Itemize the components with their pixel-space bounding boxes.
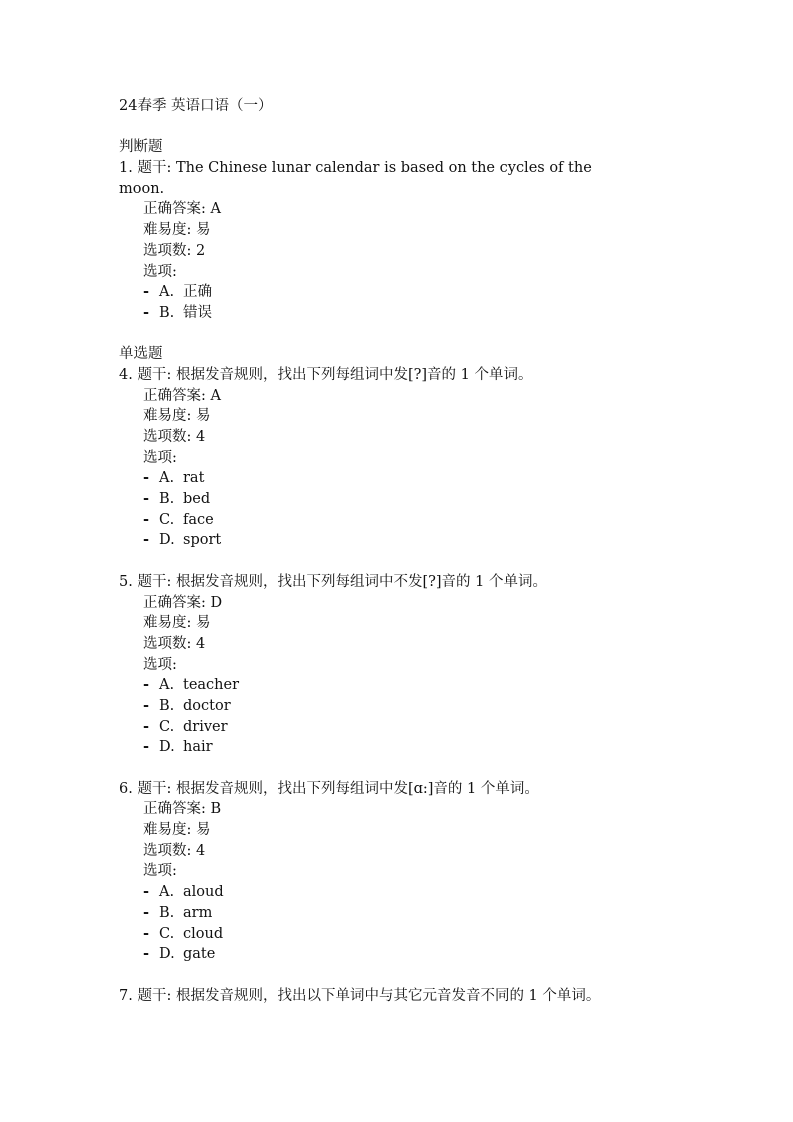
option-letter: B. — [159, 304, 175, 321]
dash-bullet-icon: - — [143, 717, 150, 735]
option-count-label: 选项数: — [143, 842, 192, 859]
section-true-false — [119, 137, 659, 323]
option-letter: A. — [159, 677, 175, 694]
option-text: gate — [183, 946, 216, 963]
question-stem: 根据发音规则，找出下列每组词中不发[?]音的 1 个单词。 — [175, 573, 547, 590]
question-6 — [119, 779, 659, 965]
answer-label: 正确答案: — [143, 201, 206, 218]
option-item — [119, 530, 659, 551]
dash-bullet-icon: - — [143, 883, 150, 901]
difficulty-label: 难易度: — [143, 615, 192, 632]
section-title: 单选题 — [119, 346, 163, 363]
option-letter: A. — [159, 470, 175, 487]
difficulty-value: 易 — [196, 222, 211, 239]
dash-bullet-icon: - — [143, 531, 150, 549]
option-text: sport — [183, 532, 222, 549]
option-item — [119, 882, 659, 903]
question-1 — [119, 158, 659, 324]
option-item — [119, 924, 659, 945]
document-page — [119, 96, 659, 1006]
option-text: doctor — [183, 697, 231, 714]
option-letter: C. — [159, 718, 175, 735]
option-letter: B. — [159, 904, 175, 921]
dash-bullet-icon: - — [143, 469, 150, 487]
option-item — [119, 489, 659, 510]
difficulty-value: 易 — [196, 615, 211, 632]
dash-bullet-icon: - — [143, 490, 150, 508]
option-item — [119, 675, 659, 696]
difficulty-label: 难易度: — [143, 408, 192, 425]
answer-value: D — [210, 594, 223, 611]
option-letter: C. — [159, 925, 175, 942]
question-number: 6. — [119, 780, 133, 797]
answer-label: 正确答案: — [143, 801, 206, 818]
answer-value: A — [210, 201, 221, 218]
dash-bullet-icon: - — [143, 696, 150, 714]
question-5 — [119, 572, 659, 758]
option-item — [119, 510, 659, 531]
option-item — [119, 696, 659, 717]
dash-bullet-icon: - — [143, 510, 150, 528]
options-label: 选项: — [143, 863, 177, 880]
question-number: 1. — [119, 160, 133, 177]
answer-value: B — [210, 801, 222, 818]
option-letter: D. — [159, 946, 175, 963]
stem-prefix: 题干: — [137, 987, 172, 1004]
option-count-label: 选项数: — [143, 242, 192, 259]
option-text: arm — [183, 904, 213, 921]
options-label: 选项: — [143, 656, 177, 673]
option-count-value: 4 — [196, 635, 206, 652]
option-text: driver — [183, 718, 228, 735]
question-7 — [119, 986, 659, 1007]
option-item — [119, 717, 659, 738]
option-letter: D. — [159, 532, 175, 549]
option-letter: D. — [159, 739, 175, 756]
option-letter: C. — [159, 511, 175, 528]
option-text: 正确 — [183, 284, 212, 301]
dash-bullet-icon: - — [143, 945, 150, 963]
option-item — [119, 944, 659, 965]
difficulty-value: 易 — [196, 822, 211, 839]
option-count-value: 4 — [196, 842, 206, 859]
options-label: 选项: — [143, 263, 177, 280]
options-label: 选项: — [143, 449, 177, 466]
section-title: 判断题 — [119, 139, 163, 156]
question-stem: The Chinese lunar calendar is based on the cycles of the — [175, 160, 592, 177]
difficulty-label: 难易度: — [143, 222, 192, 239]
option-item — [119, 303, 659, 324]
option-text: teacher — [183, 677, 240, 694]
option-text: 错误 — [183, 304, 212, 321]
option-item — [119, 468, 659, 489]
dash-bullet-icon: - — [143, 283, 150, 301]
option-letter: B. — [159, 697, 175, 714]
option-item — [119, 737, 659, 758]
option-item — [119, 282, 659, 303]
stem-prefix: 题干: — [137, 780, 172, 797]
option-count-value: 2 — [196, 242, 206, 259]
option-text: aloud — [183, 884, 224, 901]
section-single-choice — [119, 344, 659, 1006]
answer-label: 正确答案: — [143, 387, 206, 404]
dash-bullet-icon: - — [143, 903, 150, 921]
difficulty-label: 难易度: — [143, 822, 192, 839]
stem-prefix: 题干: — [137, 160, 172, 177]
question-number: 5. — [119, 573, 133, 590]
option-text: face — [183, 511, 214, 528]
option-letter: B. — [159, 491, 175, 508]
stem-prefix: 题干: — [137, 366, 172, 383]
option-text: cloud — [183, 925, 224, 942]
dash-bullet-icon: - — [143, 924, 150, 942]
dash-bullet-icon: - — [143, 303, 150, 321]
question-4 — [119, 365, 659, 551]
stem-prefix: 题干: — [137, 573, 172, 590]
question-stem-continued: moon. — [119, 180, 165, 197]
dash-bullet-icon: - — [143, 738, 150, 756]
option-letter: A. — [159, 284, 175, 301]
question-number: 7. — [119, 987, 133, 1004]
dash-bullet-icon: - — [143, 676, 150, 694]
option-count-value: 4 — [196, 429, 206, 445]
question-stem: 根据发音规则，找出下列每组词中发[?]音的 1 个单词。 — [175, 366, 533, 383]
option-text: hair — [183, 739, 213, 756]
difficulty-value: 易 — [196, 408, 211, 425]
answer-label: 正确答案: — [143, 594, 206, 611]
option-text: rat — [183, 470, 205, 487]
question-stem: 根据发音规则，找出下列每组词中发[ɑ:]音的 1 个单词。 — [175, 780, 539, 797]
option-count-label: 选项数: — [143, 429, 192, 445]
option-count-label: 选项数: — [143, 635, 192, 652]
question-number: 4. — [119, 366, 133, 383]
option-item — [119, 903, 659, 924]
question-stem: 根据发音规则，找出以下单词中与其它元音发音不同的 1 个单词。 — [175, 987, 601, 1004]
option-text: bed — [183, 491, 211, 508]
answer-value: A — [210, 387, 221, 404]
option-letter: A. — [159, 884, 175, 901]
document-title: 24春季 英语口语（一） — [119, 98, 273, 114]
